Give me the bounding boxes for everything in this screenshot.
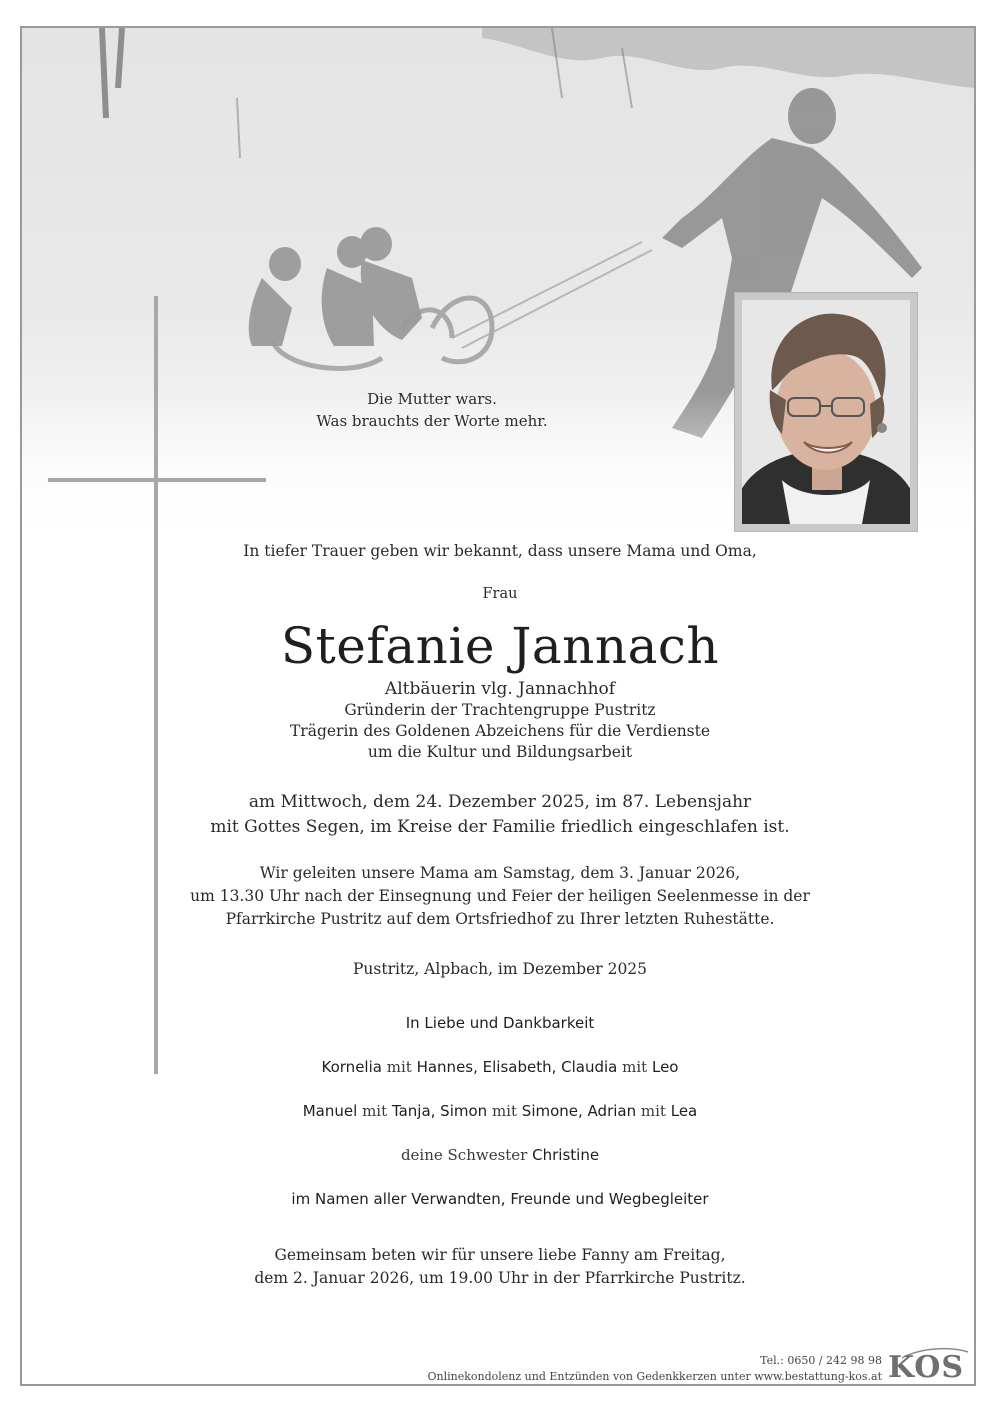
footer-online-condolence: Onlinekondolenz und Entzünden von Gedenkkerzen unter www.bestattung-kos.at (427, 1370, 882, 1383)
death-line-2: mit Gottes Segen, im Kreise der Familie friedlich eingeschlafen ist. (210, 817, 790, 837)
prayer-line-2: dem 2. Januar 2026, um 19.00 Uhr in der Pfarrkirche Pustritz. (254, 1269, 746, 1287)
prayer-notice (0, 1244, 1000, 1290)
mourners-line-1 (0, 1058, 1000, 1076)
funeral-line-2: um 13.30 Uhr nach der Einsegnung und Feier der heiligen Seelenmesse in der (190, 887, 810, 905)
quote-block (232, 388, 632, 432)
titles-block (0, 678, 1000, 763)
quote-line-2: Was brauchts der Worte mehr. (316, 412, 548, 430)
death-notice (0, 790, 1000, 840)
funeral-line-3: Pfarrkirche Pustritz auf dem Ortsfriedhof zu Ihrer letzten Ruhestätte. (225, 910, 775, 928)
mourner-name: Christine (532, 1146, 600, 1164)
quote-line-1: Die Mutter wars. (367, 390, 497, 408)
mourner-name: Kornelia (321, 1058, 382, 1076)
funeral-line-1: Wir geleiten unsere Mama am Samstag, dem 3. Januar 2026, (259, 864, 741, 882)
mourner-name: Leo (651, 1058, 679, 1076)
mourner-connector: mit (622, 1058, 648, 1076)
funeral-details (0, 862, 1000, 931)
mourners-line-3 (0, 1146, 1000, 1164)
mourners-heading: In Liebe und Dankbarkeit (405, 1014, 595, 1032)
mourner-relation: deine Schwester (400, 1146, 528, 1164)
mourner-name: Tanja, Simon (391, 1102, 488, 1120)
mourner-name: Simone, Adrian (521, 1102, 637, 1120)
funeral-home-logo: KOS (888, 1350, 965, 1385)
title-line-1: Altbäuerin vlg. Jannachhof (384, 679, 616, 699)
death-line-1: am Mittwoch, dem 24. Dezember 2025, im 87. Lebensjahr (248, 792, 752, 812)
mourners-line-2 (0, 1102, 1000, 1120)
deceased-name: Stefanie Jannach (280, 617, 720, 675)
mourners-line-4: im Namen aller Verwandten, Freunde und Wegbegleiter (291, 1190, 709, 1208)
title-line-3: Trägerin des Goldenen Abzeichens für die Verdienste (289, 722, 711, 740)
deceased-portrait-frame (734, 292, 918, 532)
mourner-name: Lea (670, 1102, 698, 1120)
mourner-name: Manuel (302, 1102, 358, 1120)
mourner-connector: mit (362, 1102, 388, 1120)
mourner-name: Hannes, Elisabeth, Claudia (416, 1058, 618, 1076)
salutation: Frau (482, 586, 518, 602)
announcement-intro: In tiefer Trauer geben wir bekannt, dass unsere Mama und Oma, (243, 542, 757, 560)
mourner-connector: mit (491, 1102, 518, 1120)
prayer-line-1: Gemeinsam beten wir für unsere liebe Fanny am Freitag, (274, 1246, 726, 1264)
title-line-2: Gründerin der Trachtengruppe Pustritz (344, 701, 656, 719)
mourner-connector: mit (640, 1102, 666, 1120)
mourner-connector: mit (386, 1058, 412, 1076)
footer-phone: Tel.: 0650 / 242 98 98 (760, 1354, 882, 1367)
cross-horizontal-bar (48, 478, 266, 482)
place-and-date: Pustritz, Alpbach, im Dezember 2025 (352, 960, 648, 978)
title-line-4: um die Kultur und Bildungsarbeit (367, 743, 633, 761)
deceased-portrait-photo (742, 300, 910, 524)
